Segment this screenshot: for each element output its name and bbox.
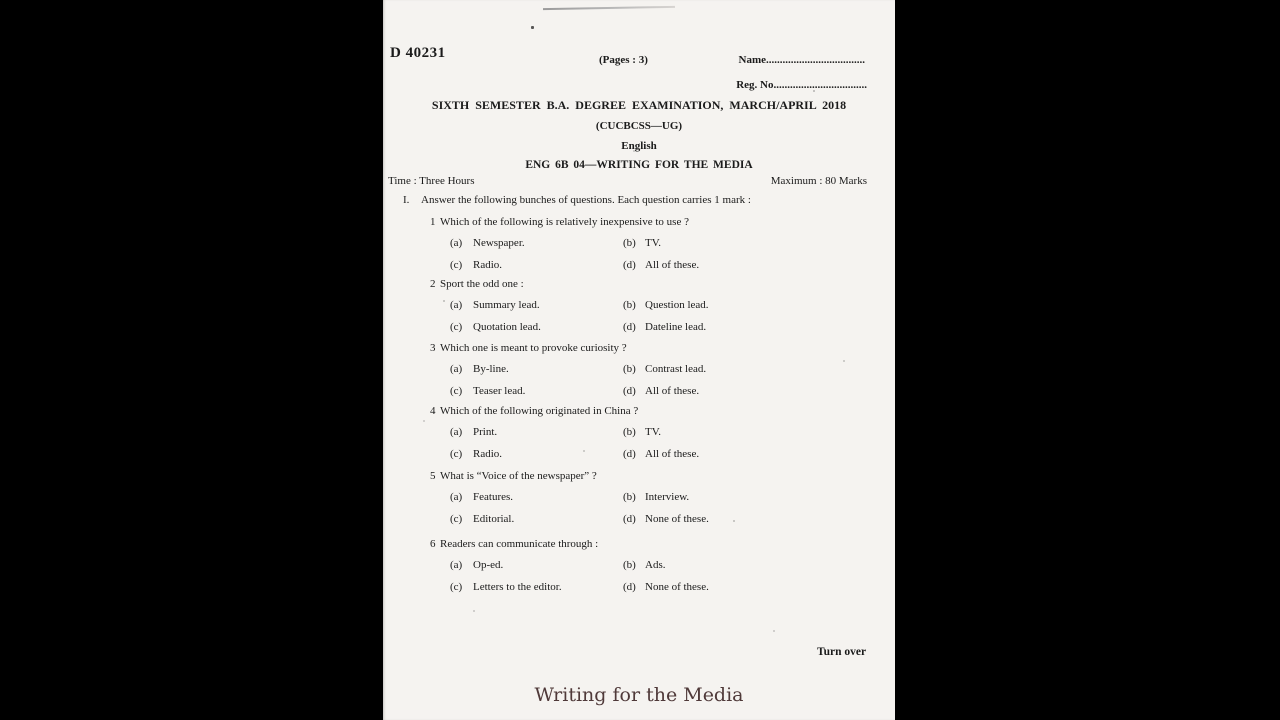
option-text: Contrast lead. [645,363,707,375]
option-text: Dateline lead. [645,321,707,333]
question-block [383,539,895,599]
subject-label: English [621,140,657,152]
question-text: Which one is meant to provoke curiosity ? [440,342,627,354]
paper-code: D 40231 [390,45,446,61]
option-label: (d) [623,259,636,271]
exam-title: SIXTH SEMESTER B.A. DEGREE EXAMINATION, MARCH/APRIL 2018 [431,98,847,112]
question-number: 5 [430,470,436,482]
scan-speck [531,26,534,29]
question-text: Which of the following originated in China ? [440,405,639,417]
option-text: Features. [473,491,514,503]
option-label: (b) [623,426,636,438]
option-text: Letters to the editor. [473,581,562,593]
scan-artifact-line [543,6,675,10]
option-label: (a) [450,426,463,438]
question-number: 6 [430,538,436,550]
question-text: Sport the odd one : [440,278,524,290]
pages-label: (Pages : 3) [599,54,648,66]
option-text: Radio. [473,448,503,460]
option-text: Radio. [473,259,503,271]
option-text: Summary lead. [473,299,540,311]
option-label: (d) [623,448,636,460]
option-label: (b) [623,491,636,503]
question-block [383,343,895,403]
option-label: (d) [623,581,636,593]
option-label: (a) [450,363,463,375]
option-text: Editorial. [473,513,515,525]
course-title: ENG 6B 04—WRITING FOR THE MEDIA [525,159,753,171]
option-text: By-line. [473,363,509,375]
option-label: (b) [623,559,636,571]
option-text: Ads. [645,559,666,571]
option-label: (d) [623,385,636,397]
option-label: (c) [450,321,463,333]
option-text: Quotation lead. [473,321,541,333]
exam-page [383,0,895,720]
option-label: (a) [450,299,463,311]
question-block [383,406,895,466]
option-label: (b) [623,363,636,375]
option-text: All of these. [645,259,700,271]
scheme-label: (CUCBCSS—UG) [595,120,683,132]
letterbox-right [895,0,1280,720]
question-text: Readers can communicate through : [440,538,599,550]
turn-over-label: Turn over [817,646,867,658]
option-text: Newspaper. [473,237,525,249]
option-text: Op-ed. [473,559,504,571]
option-label: (a) [450,559,463,571]
section-number: I. [403,194,410,206]
footer-caption: Writing for the Media [534,684,744,706]
question-number: 1 [430,216,436,228]
name-field-label: Name.................................... [738,54,865,66]
option-text: None of these. [645,513,709,525]
option-label: (d) [623,513,636,525]
option-label: (b) [623,299,636,311]
question-block [383,217,895,277]
option-label: (c) [450,513,463,525]
question-block [383,279,895,339]
option-label: (c) [450,581,463,593]
option-text: None of these. [645,581,709,593]
question-text: Which of the following is relatively inexpensive to use ? [440,216,689,228]
option-text: Teaser lead. [473,385,526,397]
option-text: Print. [473,426,498,438]
max-marks: Maximum : 80 Marks [770,175,867,187]
option-text: Question lead. [645,299,709,311]
option-text: All of these. [645,448,700,460]
option-text: TV. [645,426,661,438]
instruction-text: Answer the following bunches of questions. Each question carries 1 mark : [421,194,751,206]
time-allowed: Time : Three Hours [388,175,475,187]
option-label: (d) [623,321,636,333]
option-text: TV. [645,237,661,249]
reg-no-field-label: Reg. No.................................. [736,79,867,91]
option-label: (c) [450,259,463,271]
option-label: (c) [450,448,463,460]
question-number: 2 [430,278,436,290]
question-number: 3 [430,342,436,354]
question-block [383,471,895,531]
question-number: 4 [430,405,436,417]
letterbox-left [0,0,383,720]
question-text: What is “Voice of the newspaper” ? [440,470,597,482]
option-text: Interview. [645,491,690,503]
option-label: (a) [450,237,463,249]
option-text: All of these. [645,385,700,397]
option-label: (c) [450,385,463,397]
option-label: (b) [623,237,636,249]
option-label: (a) [450,491,463,503]
